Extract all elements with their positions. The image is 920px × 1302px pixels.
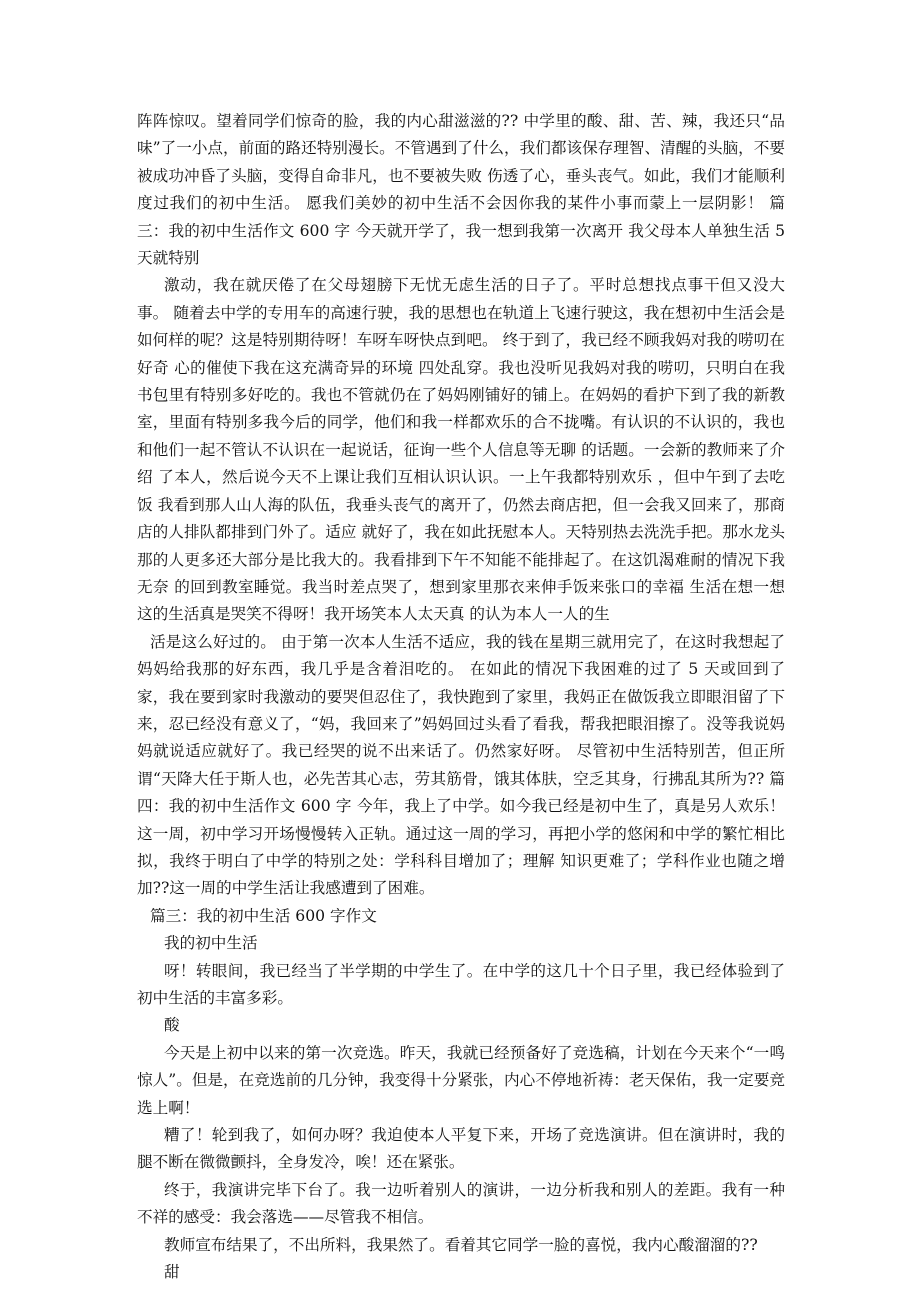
document-page xyxy=(137,108,785,1286)
paragraph-my-turn: 糟了！轮到我了，如何办呀？我迫使本人平复下来，开场了竞选演讲。但在演讲时，我的腿不断在微微颤抖，全身发冷，唉！还在紧张。 xyxy=(137,1126,785,1172)
paragraph-result: 教师宣布结果了，不出所料，我果然了。看着其它同学一脸的喜悦，我内心酸溜溜的?? xyxy=(164,1235,758,1254)
section-heading: 篇三：我的初中生活 600 字作文 xyxy=(150,906,377,925)
paragraph-intro: 呀！转眼间，我已经当了半学期的中学生了。在中学的这几十个日子里，我已经体验到了初中生活的丰富多彩。 xyxy=(137,961,785,1007)
paragraph-election: 今天是上初中以来的第一次竞选。昨天，我就已经预备好了竞选稿，计划在今天来个“一鸣惊人”。但是，在竞选前的几分钟，我变得十分紧张，内心不停地祈祷：老天保佑，我一定要竞选上啊！ xyxy=(137,1043,785,1117)
essay-title: 我的初中生活 xyxy=(164,934,258,953)
subheading-sour: 酸 xyxy=(164,1016,180,1035)
paragraph-finished-speech: 终于，我演讲完毕下台了。我一边听着别人的演讲，一边分析我和别人的差距。我有一种不祥的感受：我会落选——尽管我不相信。 xyxy=(137,1180,785,1227)
subheading-sweet: 甜 xyxy=(164,1263,180,1282)
paragraph-continued-exclaim: 阵阵惊叹。望着同学们惊奇的脸，我的内心甜滋滋的?? 中学里的酸、甜、苦、辣，我还只“品味”了一小点，前面的路还特别漫长。不管遇到了什么，我们都该保存理智、清醒的头脑，不要被成功冲昏了头脑，变得自命非凡，也不要被失败 伤透了心，垂头丧气。如此，我们才能顺利度过我们的初中生活。 愿我们美妙的初中生活不会因你我的某件小事而蒙上一层阴影！ 篇三：我的初中生活作文 600 字 今天就开学了，我一想到我第一次离开 我父母本人单独生活 5 天就特别 xyxy=(137,112,785,268)
paragraph-excitement: 激动，我在就厌倦了在父母翅膀下无忧无虑生活的日子了。平时总想找点事干但又没大事。 随着去中学的专用车的高速行驶，我的思想也在轨道上飞速行驶这，我在想初中生活会是如何样的呢？这是特别期待呀！车呀车呀快点到吧。 终于到了，我已经不顾我妈对我的唠叨在好奇 心的催使下我在这充满奇异的环境 四处乱穿。我也没听见我妈对我的唠叨，只明白在我书包里有特别多好吃的。我也不管就仍在了妈妈刚铺好的铺上。在妈妈的看护下到了我的新教室，里面有特别多我今后的同学，他们和我一样都欢乐的合不拢嘴。有认识的不认识的，我也和他们一起不管认不认识在一起说话，征询一些个人信息等无聊 的话题。一会新的教师来了介绍 了本人，然后说今天不上课让我们互相认识认识。一上午我都特别欢乐 ，但中午到了去吃饭 我看到那人山人海的队伍，我垂头丧气的离开了，仍然去商店把，但一会我又回来了，那商店的人排队都排到门外了。适应 就好了，我在如此抚慰本人。天特别热去洗洗手把。那水龙头那的人更多还大部分是比我大的。我看排到下午不知能不能排起了。在这饥渴难耐的情况下我无奈 的回到教室睡觉。我当时差点哭了，想到家里那衣来伸手饭来张口的幸福 生活在想一想这的生活真是哭笑不得呀！我开场笑本人太天真 的认为本人一人的生 xyxy=(137,276,785,624)
paragraph-living-alone: 活是这么好过的。 由于第一次本人生活不适应，我的钱在星期三就用完了，在这时我想起了妈妈给我那的好东西，我几乎是含着泪吃的。 在如此的情况下我困难的过了 5 天或回到了家，我在要到家时我激动的要哭但忍住了，我快跑到了家里，我妈正在做饭我立即眼泪留了下来，忍已经没有意义了，“妈，我回来了”妈妈回过头看了看我，帮我把眼泪擦了。没等我说妈妈就说适应就好了。我已经哭的说不出来话了。仍然家好呀。 尽管初中生活特别苦，但正所谓“天降大任于斯人也，必先苦其心志，劳其筋骨，饿其体肤，空乏其身，行拂乱其所为?? 篇四：我的初中生活作文 600 字 今年，我上了中学。如今我已经是初中生了，真是另人欢乐！这一周，初中学习开场慢慢转入正轨。通过这一周的学习，再把小学的悠闲和中学的繁忙相比拟，我终于明白了中学的特别之处：学科科目增加了；理解 知识更难了；学科作业也随之增加??这一周的中学生活让我感遭到了困难。 xyxy=(137,632,785,898)
